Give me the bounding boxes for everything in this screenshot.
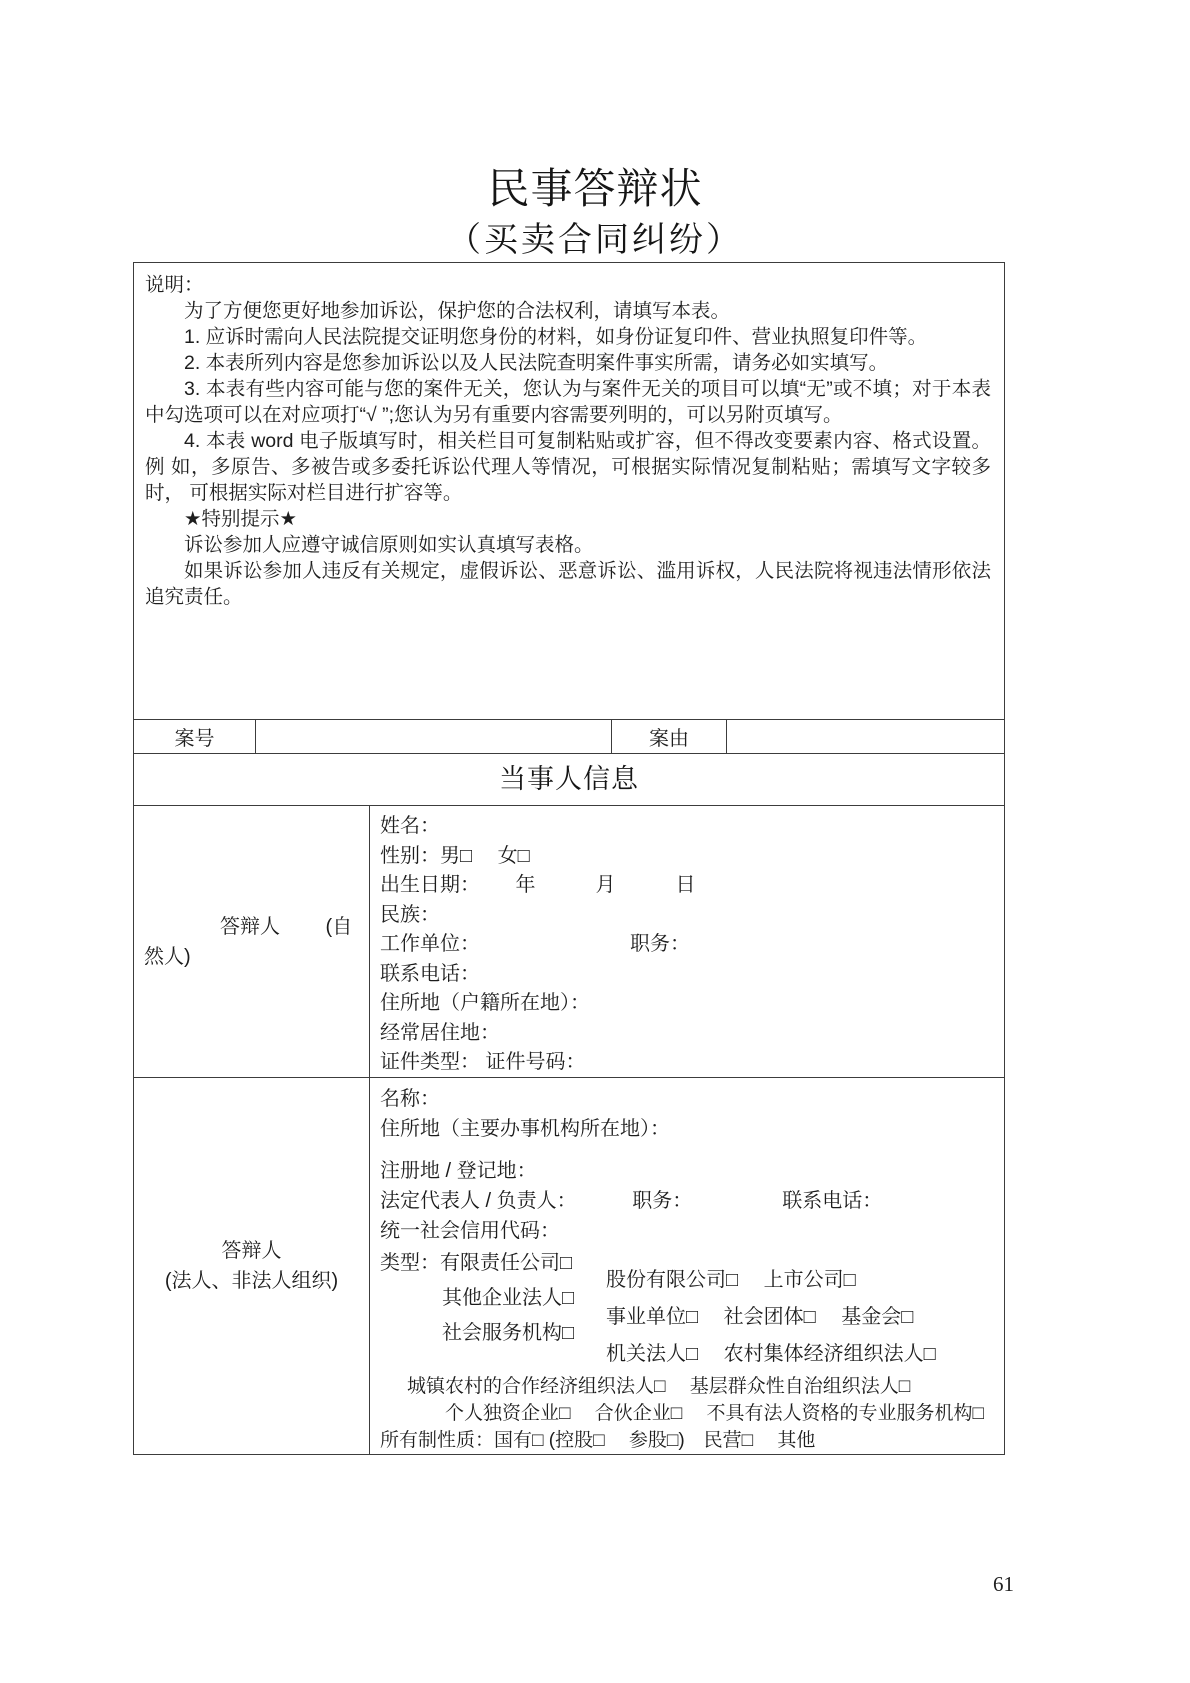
case-number-label: 案号 (174, 728, 215, 750)
case-row (134, 719, 1004, 753)
page-subtitle: （买卖合同纠纷） (447, 221, 743, 260)
checkbox-limited-liability-company[interactable]: 类型：有限责任公司□ (380, 1252, 573, 1274)
instructions-paragraph: 为了方便您更好地参加诉讼，保护您的合法权利，请填写本表。 (184, 300, 731, 322)
instructions-heading: 说明： (145, 274, 204, 296)
respondent-natural-person-row (134, 805, 1004, 1077)
party-info-section-title: 当事人信息 (134, 753, 1004, 805)
org-type-right-column (606, 1246, 998, 1373)
instructions-paragraph: 2. 本表所列内容是您参加诉讼以及人民法院查明案件事实所需，请务必如实填写。 (184, 352, 889, 374)
field-ethnicity[interactable]: 民族： (380, 903, 440, 926)
field-phone[interactable]: 联系电话： (380, 962, 480, 985)
org-type-left-column (380, 1246, 606, 1373)
field-name[interactable]: 姓名： (380, 815, 440, 837)
checkbox-institution-social-group-foundation[interactable]: 事业单位□ 社会团体□ 基金会□ (606, 1306, 914, 1328)
field-ownership-nature[interactable]: 所有制性质：国有□ (控股□ 参股□) 民营□ 其他 (380, 1430, 816, 1451)
respondent-natural-label (134, 806, 369, 1077)
respondent-natural-label-line: 答辩人 (自 (220, 915, 353, 938)
field-org-domicile[interactable]: 住所地（主要办事机构所在地）： (380, 1118, 670, 1140)
field-legal-representative[interactable]: 法定代表人 / 负责人： 职务： 联系电话： (380, 1190, 883, 1212)
respondent-legal-label (134, 1078, 369, 1454)
respondent-legal-person-row (134, 1077, 1004, 1454)
page-number: 61 (993, 1572, 1014, 1596)
case-number-value-cell[interactable] (255, 720, 611, 753)
checkbox-sole-proprietorship-partnership[interactable]: 个人独资企业□ 合伙企业□ 不具有法人资格的专业服务机构□ (445, 1403, 984, 1424)
field-credit-code[interactable]: 统一社会信用代码： (380, 1220, 560, 1242)
page-title: 民事答辩状 (487, 165, 703, 212)
checkbox-social-service-organization[interactable]: 社会服务机构□ (442, 1322, 575, 1344)
respondent-natural-fields (369, 806, 1004, 1077)
cause-label: 案由 (611, 720, 726, 753)
org-type-extra-checkboxes (380, 1373, 998, 1454)
field-gender[interactable]: 性别：男□ 女□ (380, 844, 530, 867)
instructions-paragraph: 4. 本表 word 电子版填写时，相关栏目可复制粘贴或扩容，但不得改变要素内容、格式设置。例 如，多原告、多被告或多委托诉讼代理人等情况，可根据实际情况复制粘贴；需填写文字较多时， 可根据实际对栏目进行扩容等。 (145, 430, 991, 504)
checkbox-state-organ-rural-collective[interactable]: 机关法人□ 农村集体经济组织法人□ (606, 1343, 936, 1365)
form-table (133, 262, 1005, 1455)
field-domicile[interactable]: 住所地（户籍所在地）： (380, 992, 590, 1014)
instructions-paragraph: 诉讼参加人应遵守诚信原则如实认真填写表格。 (184, 534, 594, 556)
field-id-type-number[interactable]: 证件类型： 证件号码： (380, 1051, 586, 1073)
field-employer-position[interactable]: 工作单位： 职务： (380, 933, 690, 955)
instructions-paragraph: 3. 本表有些内容可能与您的案件无关，您认为与案件无关的项目可以填“无”或不填；对于本表中勾选项可以在对应项打“√ ”;您认为另有重要内容需要列明的，可以另附页填写。 (145, 378, 991, 426)
org-type-checkboxes (380, 1246, 998, 1373)
instructions-paragraph: 如果诉讼参加人违反有关规定，虚假诉讼、恶意诉讼、滥用诉权，人民法院将视违法情形依法追究责任。 (145, 560, 991, 608)
respondent-legal-fields (369, 1078, 1004, 1454)
field-birthdate[interactable]: 出生日期： 年 月 日 (380, 874, 696, 896)
instructions-paragraph: 1. 应诉时需向人民法院提交证明您身份的材料，如身份证复印件、营业执照复印件等。 (184, 326, 928, 348)
respondent-legal-label-line: 答辩人 (221, 1240, 282, 1262)
checkbox-other-enterprise-legal-person[interactable]: 其他企业法人□ (442, 1287, 575, 1309)
special-notice-heading: ★特别提示★ (184, 508, 297, 530)
document-header (0, 0, 1190, 260)
respondent-natural-label-line: 然人) (144, 945, 191, 968)
field-habitual-residence[interactable]: 经常居住地： (380, 1021, 500, 1044)
field-org-name[interactable]: 名称： (380, 1088, 440, 1110)
respondent-legal-label-line: (法人、非法人组织) (164, 1270, 339, 1292)
cause-value-cell[interactable] (726, 720, 1004, 753)
field-registration-place[interactable]: 注册地 / 登记地： (380, 1160, 537, 1182)
instructions-box (134, 263, 1004, 719)
checkbox-cooperative-economic-org[interactable]: 城镇农村的合作经济组织法人□ 基层群众性自治组织法人□ (407, 1376, 911, 1397)
checkbox-joint-stock-listed-company[interactable]: 股份有限公司□ 上市公司□ (606, 1269, 856, 1291)
